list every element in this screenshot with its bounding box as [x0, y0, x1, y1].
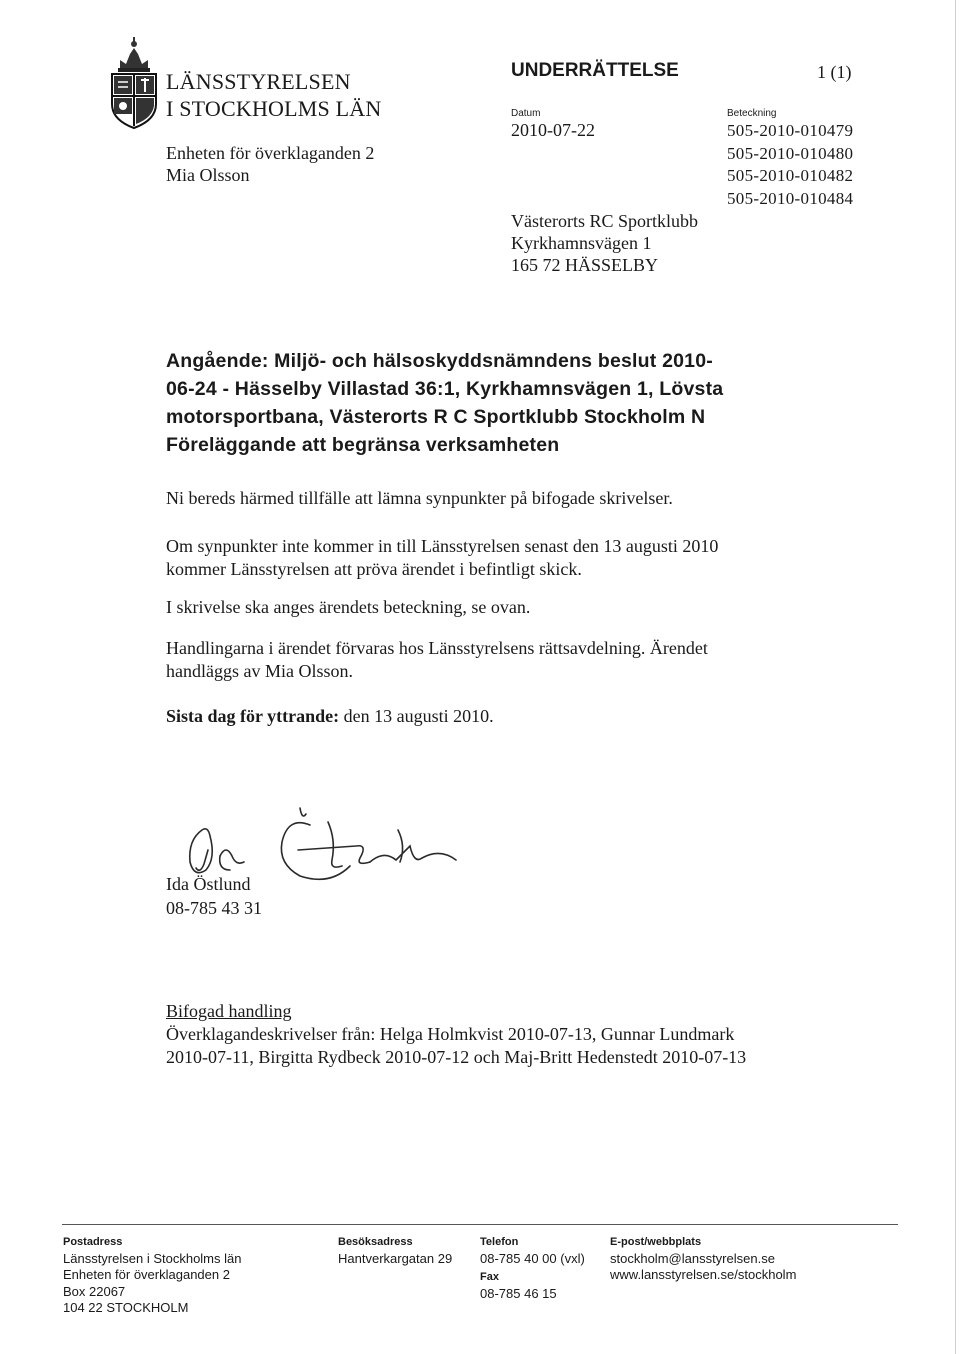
attachment-line: Överklagandeskrivelser från: Helga Holmkvist 2010-07-13, Gunnar Lundmark [166, 1024, 735, 1044]
signatory-name: Ida Östlund [166, 874, 251, 894]
body-paragraph-deadline [166, 535, 786, 581]
subject-line: Angående: Miljö- och hälsoskyddsnämndens beslut 2010- [166, 350, 713, 372]
footer-phone [480, 1234, 585, 1302]
document-type: UNDERRÄTTELSE [511, 60, 679, 81]
signatory-phone: 08-785 43 31 [166, 898, 262, 918]
subject-heading [166, 347, 806, 459]
unit-name: Enheten för överklaganden 2 [166, 143, 375, 163]
attachment-heading: Bifogad handling [166, 1001, 292, 1021]
subject-line: motorsportbana, Västerorts R C Sportklubb Stockholm N [166, 406, 706, 428]
page-edge [955, 0, 956, 1354]
footer-label: Fax [480, 1271, 499, 1283]
footer-label: E-post/webbplats [610, 1236, 702, 1248]
body-paragraph-invitation: Ni bereds härmed tillfälle att lämna synpunkter på bifogade skrivelser. [166, 488, 673, 508]
last-response-value: den 13 augusti 2010. [339, 706, 494, 726]
recipient-postal: 165 72 HÄSSELBY [511, 255, 659, 275]
footer-text: 08-785 46 15 [480, 1285, 557, 1301]
recipient-name: Västerorts RC Sportklubb [511, 211, 698, 231]
footer-text: 104 22 STOCKHOLM [63, 1300, 189, 1315]
subject-line: 06-24 - Hässelby Villastad 36:1, Kyrkhamnsvägen 1, Lövsta [166, 378, 724, 400]
recipient-street: Kyrkhamnsvägen 1 [511, 233, 652, 253]
reference-number: 505-2010-010482 [727, 166, 854, 185]
subject-line: Föreläggande att begränsa verksamheten [166, 434, 560, 456]
footer-web [610, 1234, 796, 1284]
case-officer: Mia Olsson [166, 165, 250, 185]
footer-visit-address [338, 1234, 452, 1267]
reference-number: 505-2010-010479 [727, 121, 854, 140]
attachment-line: 2010-07-11, Birgitta Rydbeck 2010-07-12 och Maj-Britt Hedenstedt 2010-07-13 [166, 1047, 747, 1067]
last-response-label: Sista dag för yttrande: [166, 706, 340, 726]
reference-number: 505-2010-010480 [727, 143, 854, 163]
paragraph-line: Handlingarna i ärendet förvaras hos Länsstyrelsens rättsavdelning. Ärendet [166, 638, 708, 658]
footer-label: Besöksadress [338, 1236, 413, 1248]
footer-postal-address [63, 1234, 241, 1317]
reference-list [727, 120, 853, 210]
body-paragraph-reference: I skrivelse ska anges ärendets beteckning, se ovan. [166, 597, 531, 617]
sender-unit [166, 142, 374, 186]
footer-label: Postadress [63, 1236, 123, 1248]
date-value: 2010-07-22 [511, 120, 595, 140]
body-paragraph-records [166, 637, 786, 683]
recipient-address [511, 210, 698, 276]
authority-name [166, 68, 381, 122]
page-number: 1 (1) [817, 62, 852, 82]
footer-text: Box 22067 [63, 1283, 126, 1299]
footer-text: Länsstyrelsen i Stockholms län [63, 1250, 242, 1266]
footer-email: stockholm@lansstyrelsen.se [610, 1250, 775, 1266]
reference-number: 505-2010-010484 [727, 188, 854, 208]
authority-name-line1: LÄNSSTYRELSEN [166, 69, 351, 94]
footer-divider [62, 1224, 898, 1225]
coat-of-arms-logo [106, 34, 162, 130]
footer-text: 08-785 40 00 (vxl) [480, 1250, 585, 1266]
last-response-date [166, 705, 786, 728]
footer-website: www.lansstyrelsen.se/stockholm [610, 1267, 797, 1282]
footer-text: Enheten för överklaganden 2 [63, 1267, 230, 1282]
attachment-list [166, 1023, 806, 1069]
footer-text: Hantverkargatan 29 [338, 1250, 453, 1266]
footer-label: Telefon [480, 1236, 519, 1248]
paragraph-line: handläggs av Mia Olsson. [166, 661, 353, 681]
paragraph-line: Om synpunkter inte kommer in till Länsstyrelsen senast den 13 augusti 2010 [166, 536, 719, 556]
reference-label: Beteckning [727, 108, 777, 119]
date-label: Datum [511, 108, 541, 119]
paragraph-line: kommer Länsstyrelsen att pröva ärendet i befintligt skick. [166, 559, 582, 579]
authority-name-line2: I STOCKHOLMS LÄN [166, 96, 382, 121]
